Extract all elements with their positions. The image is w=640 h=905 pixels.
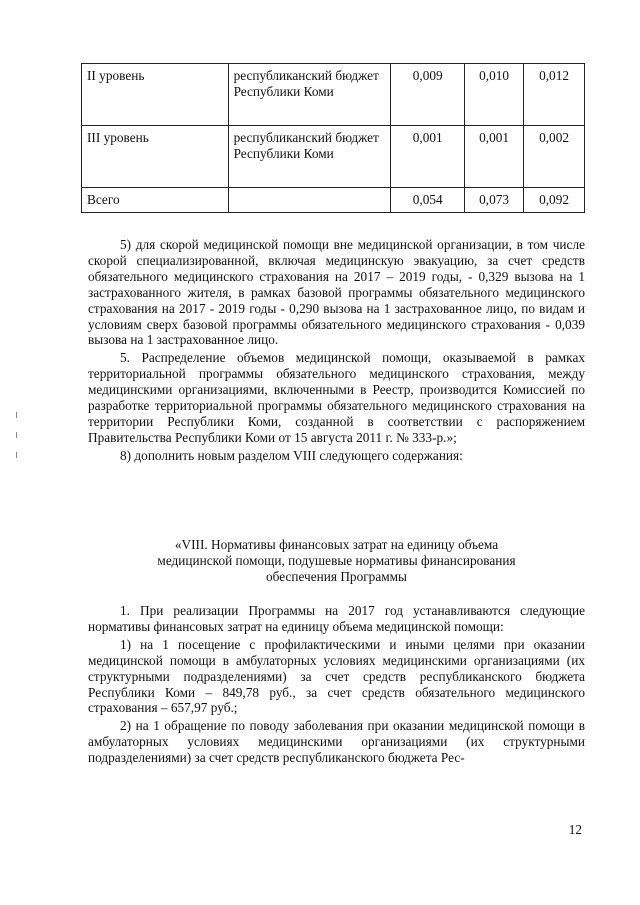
section-text-block — [88, 603, 585, 768]
level-cell: Всего — [82, 188, 229, 213]
care-levels-table — [81, 63, 585, 213]
source-cell: республиканский бюджет Республики Коми — [228, 64, 391, 126]
value-cell-2019: 0,012 — [524, 64, 585, 126]
scan-mark — [16, 412, 17, 418]
amendment-text-block — [88, 237, 585, 466]
value-cell-2018: 0,001 — [465, 126, 524, 188]
value-cell-2017: 0,001 — [391, 126, 465, 188]
paragraph-visit-cost: 1) на 1 посещение с профилактическими и иными целями при оказании медицинской помощи в амбулаторных условиях медицинскими организациями (их структурными подразделениями) за счет средств республиканского бюджета Республики Коми – 849,78 руб., за счет средств обязательного медицинского страхования – 657,97 руб.; — [88, 636, 585, 716]
value-cell-2019: 0,092 — [524, 188, 585, 213]
level-cell: III уровень — [82, 126, 229, 188]
section-heading — [88, 537, 585, 585]
paragraph-add-section: 8) дополнить новым разделом VIII следующего содержания: — [120, 447, 463, 463]
page-number: 12 — [568, 822, 582, 837]
scan-mark — [16, 452, 17, 458]
table-row-total — [82, 188, 585, 213]
table-row — [82, 126, 585, 188]
paragraph-volume-distribution: 5. Распределение объемов медицинской помощи, оказываемой в рамках территориальной программы обязательного медицинского страхования, между медицинскими организациями, включенными в Реестр, производится Комиссией по разработке территориальной программы обязательного медицинского страхования на территории Республики Коми, созданной в соответствии с распоряжением Правительства Республики Коми от 15 августа 2011 г. № 333-р.»; — [88, 350, 585, 445]
value-cell-2018: 0,073 — [465, 188, 524, 213]
heading-line-1: «VIII. Нормативы финансовых затрат на единицу объема — [174, 537, 499, 552]
value-cell-2017: 0,054 — [391, 188, 465, 213]
heading-line-3: обеспечения Программы — [266, 569, 407, 584]
paragraph-treatment-cost: 2) на 1 обращение по поводу заболевания при оказании медицинской помощи в амбулаторных условиях медицинскими организациями (их структурными подразделениями) за счет средств республиканского бюджета Рес- — [88, 718, 585, 766]
table-row — [82, 64, 585, 126]
source-cell: республиканский бюджет Республики Коми — [228, 126, 391, 188]
value-cell-2018: 0,010 — [465, 64, 524, 126]
level-cell: II уровень — [82, 64, 229, 126]
scan-mark — [16, 432, 17, 438]
value-cell-2017: 0,009 — [391, 64, 465, 126]
paragraph-cost-norms-intro: 1. При реализации Программы на 2017 год устанавливаются следующие нормативы финансовых затрат на единицу объема медицинской помощи: — [88, 603, 585, 634]
heading-line-2: медицинской помощи, подушевые нормативы финансирования — [157, 553, 516, 568]
value-cell-2019: 0,002 — [524, 126, 585, 188]
source-cell — [228, 188, 391, 213]
paragraph-ambulance-volume: 5) для скорой медицинской помощи вне медицинской организации, в том числе скорой специализированной, включая медицинскую эвакуацию, за счет средств обязательного медицинского страхования на 2017 – 2019 годы, - 0,329 вызова на 1 застрахованного жителя, в рамках базовой программы обязательного медицинского страхования на 2017 - 2019 годы - 0,290 вызова на 1 застрахованное лицо, по видам и условиям сверх базовой программы обязательного медицинского страхования - 0,039 вызова на 1 застрахованное лицо. — [88, 237, 585, 348]
